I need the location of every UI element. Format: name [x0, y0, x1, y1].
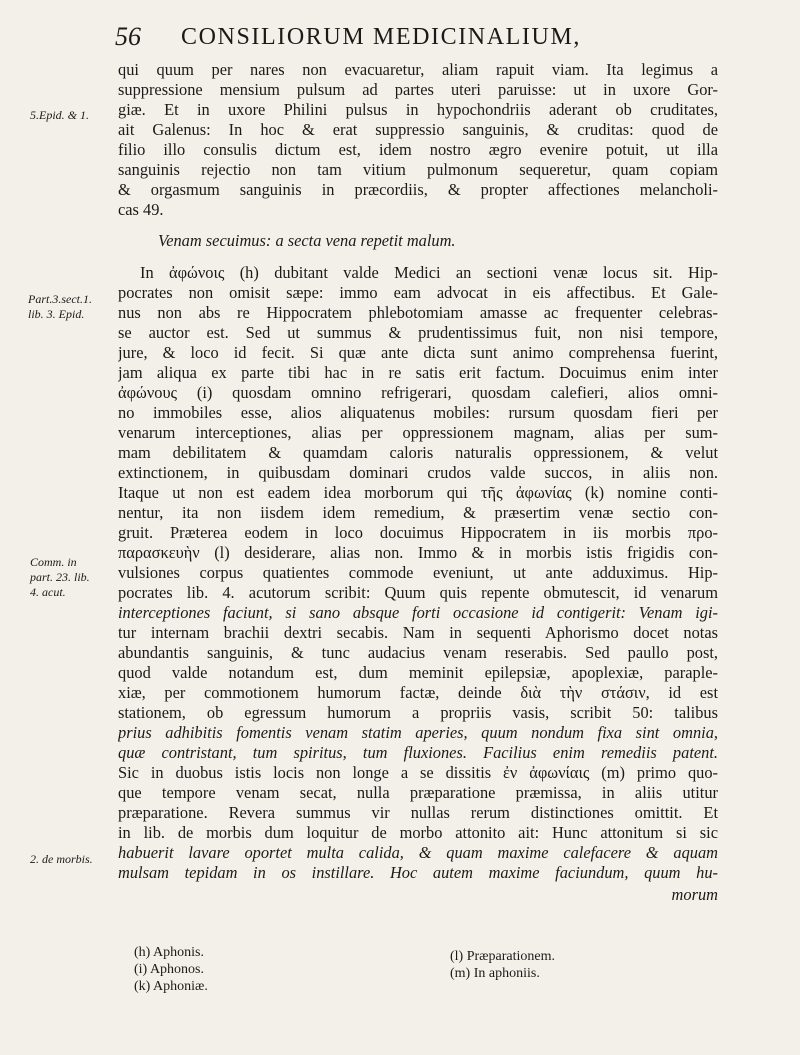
text-line: jure, & loco id fecit. Si quæ ante dicta sunt animo comprehensa fuerint,	[118, 343, 718, 362]
footnote: (i) Aphonos.	[134, 962, 204, 977]
text-line: no immobiles esse, alios aliquatenus mobiles: rursum quosdam fieri per	[118, 403, 718, 422]
text-line: habuerit lavare oportet multa calida, & quam maxime calefacere & aquam	[118, 843, 718, 862]
text-line: tur internam brachii dextri secabis. Nam in sequenti Aphorismo docet notas	[118, 623, 718, 642]
running-head: CONSILIORUM MEDICINALIUM,	[181, 24, 581, 50]
text-line: mulsam tepidam in os instillare. Hoc autem maxime faciundum, quum hu-	[118, 863, 718, 882]
section-heading: Venam secuimus: a secta vena repetit malum.	[158, 231, 456, 250]
text-line: sanguinis rejectio non tam vitium pulmonum sequeretur, quam copiam	[118, 160, 718, 179]
text-line: filio illo consulis dictum est, idem nostro ægro evenire potuit, ut illa	[118, 140, 718, 159]
text-line: quæ contristant, tum spiritus, tum fluxiones. Facilius enim remediis patent.	[118, 743, 718, 762]
footnote: (h) Aphonis.	[134, 945, 204, 960]
text-line: in lib. de morbis dum loquitur de morbo attonito ait: Hunc attonitum si sic	[118, 823, 718, 842]
text-line: ἀφώνους (i) quosdam omnino refrigerari, quosdam calefieri, alios omni-	[118, 383, 718, 402]
margin-note: Comm. in	[30, 555, 77, 569]
text-line: pocrates non omisit sæpe: immo eam advocat in eis affectibus. Et Gale-	[118, 283, 718, 302]
page-header	[115, 22, 675, 56]
text-line: prius adhibitis fomentis venam statim aperies, quum nondum fixa sint omnia,	[118, 723, 718, 742]
page-number: 56	[115, 22, 141, 51]
text-line: jam aliqua ex parte tibi hac in re satis erit factum. Docuimus enim inter	[118, 363, 718, 382]
text-line: giæ. Et in uxore Philini pulsus in hypochondriis aderant ob cruditates,	[118, 100, 718, 119]
footnote: (m) In aphoniis.	[450, 966, 540, 981]
text-line: pocrates lib. 4. acutorum scribit: Quum quis repente obmutescit, id venarum	[118, 583, 718, 602]
margin-note: 2. de morbis.	[30, 852, 93, 866]
text-line: Itaque ut non est eadem idea morborum qui τῆς ἀφωνίας (k) nomine conti-	[118, 483, 718, 502]
text-line: mam debilitatem & quamdam caloris naturalis oppressionem, & velut	[118, 443, 718, 462]
text-line: Sic in duobus istis locis non longe a se dissitis ἐν ἀφωνίαις (m) primo quo-	[118, 763, 718, 782]
text-line: vulsiones corpus quatientes commode eveniunt, ut ante adduximus. Hip-	[118, 563, 718, 582]
text-line: venarum interceptiones, alias per oppressionem magnam, alias per sum-	[118, 423, 718, 442]
text-line: extinctionem, in quibusdam dominari crudos valde succos, in aliis non.	[118, 463, 718, 482]
text-line: ait Galenus: In hoc & erat suppressio sanguinis, & cruditas: quod de	[118, 120, 718, 139]
margin-note: Part.3.sect.1.	[28, 292, 92, 306]
text-line: se auctor est. Sed ut summus & prudentissimus fuit, non nisi tempore,	[118, 323, 718, 342]
text-line: nentur, ita non iisdem idem remedium, & præsertim venæ sectio con-	[118, 503, 718, 522]
footnote: (k) Aphoniæ.	[134, 979, 208, 994]
text-line: que tempore venam secat, nulla præparatione præmissa, in aliis utitur	[118, 783, 718, 802]
text-line: quod valde notandum est, dum meminit epilepsiæ, apoplexiæ, paraple-	[118, 663, 718, 682]
text-line: interceptiones faciunt, si sano absque forti occasione id contigerit: Venam igi-	[118, 603, 718, 622]
text-line: nus non abs re Hippocratem phlebotomiam amasse ac frequenter celebras-	[118, 303, 718, 322]
text-line: præparatione. Revera summus vir nullas rerum distinctiones omittit. Et	[118, 803, 718, 822]
margin-note: 4. acut.	[30, 585, 66, 599]
catchword: morum	[671, 885, 718, 904]
margin-note: lib. 3. Epid.	[28, 307, 85, 321]
text-line: stationem, ob egressum humorum a propriis vasis, scribit 50: talibus	[118, 703, 718, 722]
text-line: cas 49.	[118, 200, 164, 219]
text-line: abundantis sanguinis, & tunc audacius venam reserabis. Sed paullo post,	[118, 643, 718, 662]
text-line: gruit. Præterea eodem in loco docuimus Hippocratem in iis morbis προ-	[118, 523, 718, 542]
footnotes	[0, 945, 800, 1005]
text-line: In ἀφώνοις (h) dubitant valde Medici an sectioni venæ locus sit. Hip-	[140, 263, 718, 282]
text-line: qui quum per nares non evacuaretur, aliam rapuit viam. Ita legimus a	[118, 60, 718, 79]
margin-note: part. 23. lib.	[30, 570, 90, 584]
text-line: & orgasmum sanguinis in præcordiis, & propter affectiones melancholi-	[118, 180, 718, 199]
margin-note: 5.Epid. & 1.	[30, 108, 89, 122]
text-line: xiæ, per commotionem humorum factæ, deinde διὰ τὴν στάσιν, id est	[118, 683, 718, 702]
text-line: παρασκευὴν (l) desiderare, alias non. Immo & in morbis istis frigidis con-	[118, 543, 718, 562]
text-line: suppressione mensium pulsum ad partes uteri paruisse: ut in uxore Gor-	[118, 80, 718, 99]
footnote: (l) Præparationem.	[450, 949, 555, 964]
